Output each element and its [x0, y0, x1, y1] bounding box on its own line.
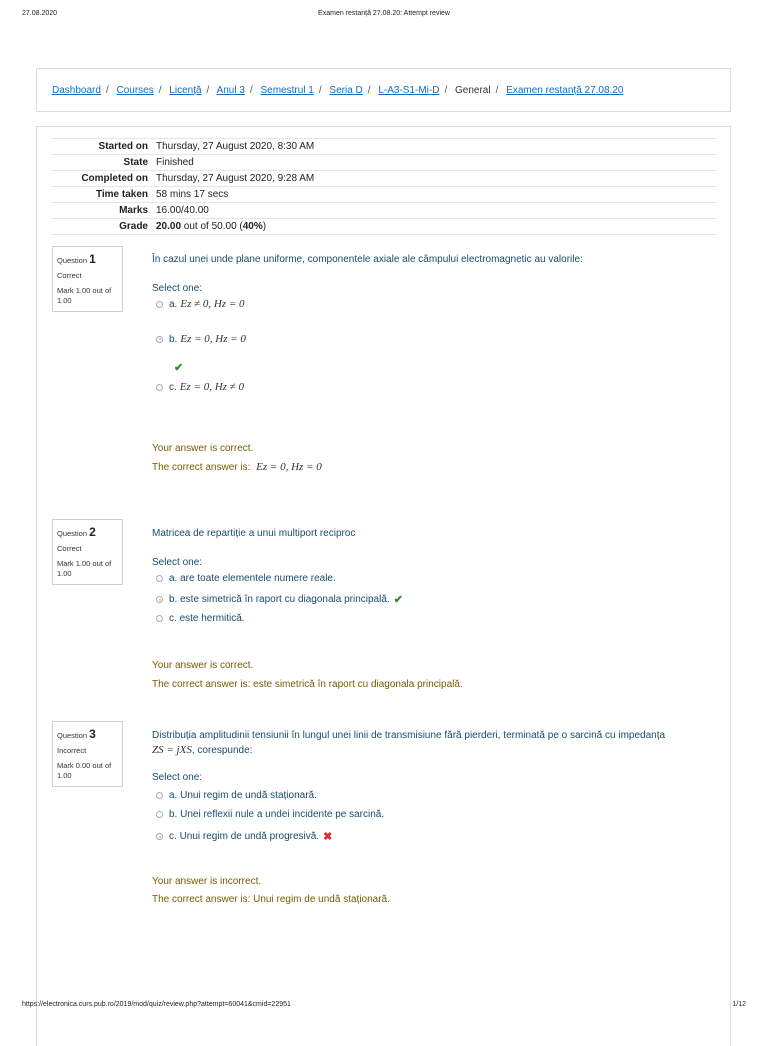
summary-row-completed — [51, 171, 717, 187]
feedback-2: Your answer is correct. — [152, 660, 254, 671]
radio-button-selected[interactable] — [156, 596, 163, 603]
cross-icon: ✖ — [323, 831, 333, 843]
option-3c[interactable]: c. Unui regim de undă progresivă. ✖ — [156, 830, 332, 843]
select-one-prompt: Select one: — [152, 283, 203, 294]
question-text-2: Matricea de repartiție a unui multiport reciproc — [152, 528, 356, 539]
radio-button[interactable] — [156, 792, 163, 799]
option-2c[interactable]: c. este hermitică. — [156, 613, 245, 624]
correct-answer-math: Ez = 0, Hz = 0 — [256, 461, 322, 473]
breadcrumb-box — [36, 68, 731, 112]
option-1b[interactable]: b. Ez = 0, Hz = 0 — [156, 333, 246, 345]
summary-label: Completed on — [51, 171, 156, 187]
summary-value: 58 mins 17 secs — [156, 187, 717, 203]
grade-score: 20.00 — [156, 221, 182, 232]
radio-button[interactable] — [156, 615, 163, 622]
grade-percent: 40% — [242, 221, 263, 232]
option-2b[interactable]: b. este simetrică în raport cu diagonala principală. ✔ — [156, 593, 403, 606]
print-title: Examen restanță 27.08.20: Attempt review — [318, 10, 450, 17]
feedback-3: Your answer is incorrect. — [152, 876, 262, 887]
option-math: Ez = 0, Hz ≠ 0 — [179, 381, 244, 393]
breadcrumb-course-code[interactable]: L-A3-S1-Mi-D — [378, 85, 440, 96]
radio-button[interactable] — [156, 384, 163, 391]
correct-answer-3: The correct answer is: Unui regim de undă staționară. — [152, 894, 390, 905]
summary-label: Time taken — [51, 187, 156, 203]
breadcrumb-seria-d[interactable]: Seria D — [329, 85, 363, 96]
breadcrumb-dashboard[interactable]: Dashboard — [52, 85, 101, 96]
option-math: Ez ≠ 0, Hz = 0 — [180, 298, 245, 310]
question-number: Question 2 — [57, 525, 96, 539]
check-icon: ✔ — [174, 362, 184, 374]
question-text-3: Distribuția amplitudinii tensiunii în lungul unei linii de transmisiune fără pierderi, terminată pe o sarcină cu impedanța ZS = jXS, corespunde: — [152, 730, 666, 756]
summary-row-grade — [51, 219, 717, 235]
option-math: Ez = 0, Hz = 0 — [180, 333, 246, 345]
question-info-1 — [52, 246, 123, 312]
summary-row-marks — [51, 203, 717, 219]
question-math: ZS = jXS — [152, 744, 192, 756]
summary-value: 16.00/40.00 — [156, 203, 717, 219]
radio-button-selected[interactable] — [156, 336, 163, 343]
breadcrumb-courses[interactable]: Courses — [116, 85, 154, 96]
correct-mark — [170, 361, 183, 374]
summary-value: 20.00 out of 50.00 (40%) — [156, 219, 717, 235]
option-3b[interactable]: b. Unei reflexii nule a undei incidente pe sarcină. — [156, 809, 384, 820]
summary-label: Grade — [51, 219, 156, 235]
summary-row-started — [51, 139, 717, 155]
select-one-prompt: Select one: — [152, 557, 203, 568]
print-header — [0, 10, 768, 24]
select-one-prompt: Select one: — [152, 772, 203, 783]
question-text-1: În cazul unei unde plane uniforme, componentele axiale ale câmpului electromagnetic au valorile: — [152, 254, 583, 265]
print-page-number: 1/12 — [732, 1001, 746, 1008]
breadcrumb: Dashboard / Courses / Licență / Anul 3 / Semestrul 1 / Seria D / L-A3-S1-Mi-D / General / Examen restanță 27.08.20 — [52, 85, 624, 96]
option-1c[interactable]: c. Ez = 0, Hz ≠ 0 — [156, 381, 244, 393]
question-number: Question 1 — [57, 252, 96, 266]
breadcrumb-anul-3[interactable]: Anul 3 — [216, 85, 245, 96]
breadcrumb-licenta[interactable]: Licență — [169, 85, 202, 96]
summary-row-time-taken — [51, 187, 717, 203]
summary-row-state — [51, 155, 717, 171]
summary-value: Thursday, 27 August 2020, 9:28 AM — [156, 171, 717, 187]
question-mark: Mark 1.00 out of 1.00 — [57, 286, 112, 305]
question-number: Question 3 — [57, 727, 96, 741]
question-status: Correct — [57, 544, 82, 553]
option-1a[interactable]: a. Ez ≠ 0, Hz = 0 — [156, 298, 245, 310]
print-date: 27.08.2020 — [22, 10, 58, 17]
summary-label: Marks — [51, 203, 156, 219]
radio-button[interactable] — [156, 811, 163, 818]
breadcrumb-exam[interactable]: Examen restanță 27.08.20 — [506, 85, 624, 96]
summary-value: Thursday, 27 August 2020, 8:30 AM — [156, 139, 717, 155]
question-mark: Mark 0.00 out of 1.00 — [57, 761, 112, 780]
breadcrumb-general: General — [455, 85, 491, 96]
question-info-3 — [52, 721, 123, 787]
question-status: Correct — [57, 271, 82, 280]
breadcrumb-semestrul-1[interactable]: Semestrul 1 — [260, 85, 314, 96]
question-mark: Mark 1.00 out of 1.00 — [57, 559, 112, 578]
radio-button[interactable] — [156, 575, 163, 582]
check-icon: ✔ — [393, 594, 403, 606]
question-info-2 — [52, 519, 123, 585]
print-url: https://electronica.curs.pub.ro/2019/mod/quiz/review.php?attempt=60041&cmid=22951 — [22, 1001, 291, 1008]
option-3a[interactable]: a. Unui regim de undă staționară. — [156, 790, 317, 801]
radio-button-selected[interactable] — [156, 833, 163, 840]
correct-answer-2: The correct answer is: este simetrică în raport cu diagonala principală. — [152, 679, 463, 690]
correct-answer-1: The correct answer is: Ez = 0, Hz = 0 — [152, 461, 322, 473]
option-2a[interactable]: a. are toate elementele numere reale. — [156, 573, 336, 584]
attempt-summary-table — [51, 138, 717, 235]
feedback-1: Your answer is correct. — [152, 443, 254, 454]
summary-value: Finished — [156, 155, 717, 171]
summary-label: Started on — [51, 139, 156, 155]
question-status: Incorrect — [57, 746, 87, 755]
radio-button[interactable] — [156, 301, 163, 308]
summary-label: State — [51, 155, 156, 171]
